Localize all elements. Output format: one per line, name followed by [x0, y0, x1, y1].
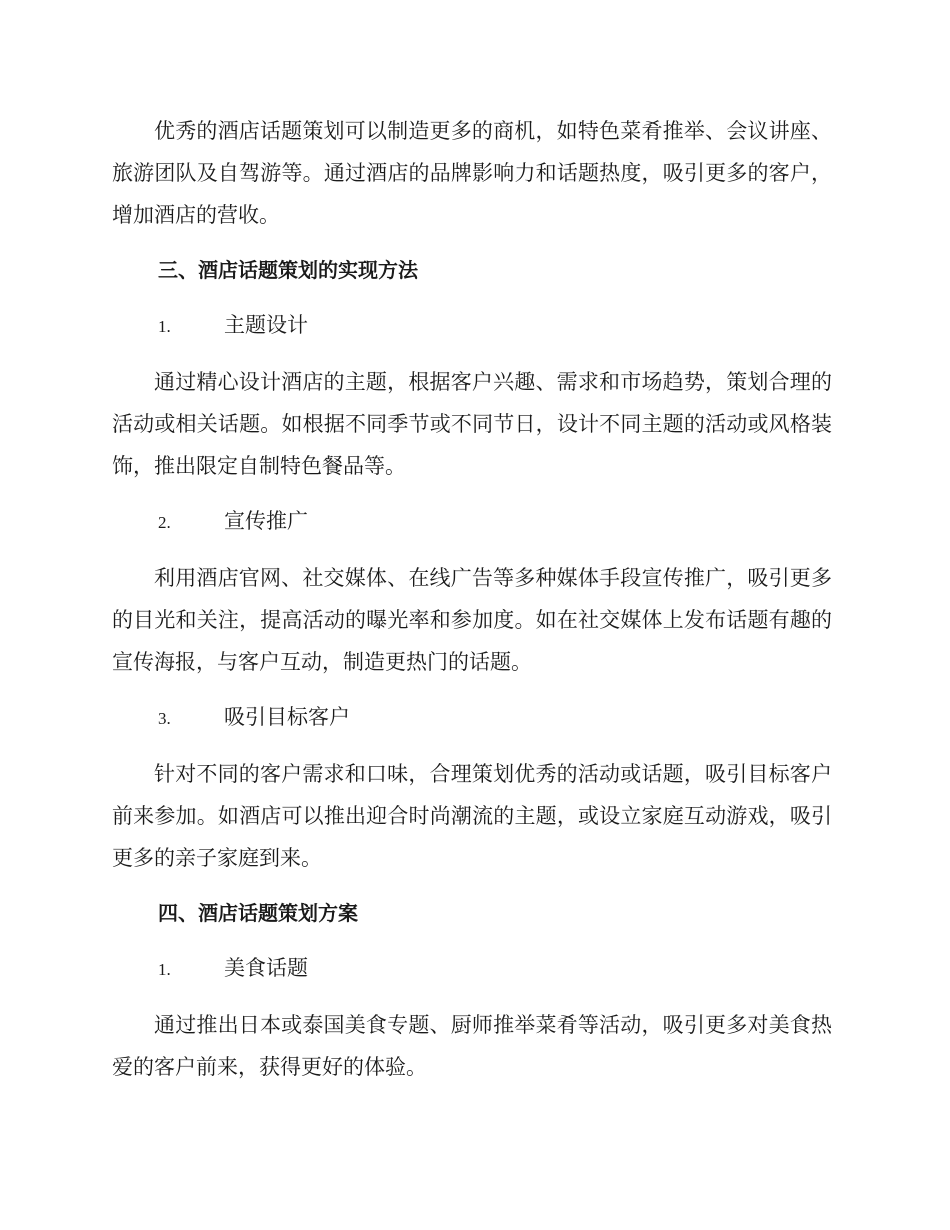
paragraph-food-topic: 通过推出日本或泰国美食专题、厨师推举菜肴等活动，吸引更多对美食热爱的客户前来，获得更好的体验。	[112, 1013, 832, 1079]
list-item-number: 1.	[158, 317, 171, 336]
section-heading-implementation-methods: 三、酒店话题策划的实现方法	[158, 258, 418, 282]
list-item-title: 主题设计	[224, 313, 308, 337]
paragraph-promotion: 利用酒店官网、社交媒体、在线广告等多种媒体手段宣传推广，吸引更多的目光和关注，提高活动的曝光率和参加度。如在社交媒体上发布话题有趣的宣传海报，与客户互动，制造更热门的话题。	[112, 566, 832, 674]
paragraph-theme-design: 通过精心设计酒店的主题，根据客户兴趣、需求和市场趋势，策划合理的活动或相关话题。如根据不同季节或不同节日，设计不同主题的活动或风格装饰，推出限定自制特色餐品等。	[112, 370, 832, 478]
section-heading-plan: 四、酒店话题策划方案	[158, 901, 358, 925]
paragraph-target-customers: 针对不同的客户需求和口味，合理策划优秀的活动或话题，吸引目标客户前来参加。如酒店可以推出迎合时尚潮流的主题，或设立家庭互动游戏，吸引更多的亲子家庭到来。	[112, 762, 832, 870]
list-item-theme-design	[112, 304, 832, 348]
list-item-title: 美食话题	[224, 956, 308, 980]
list-item-food-topic	[112, 947, 832, 991]
list-item-promotion	[112, 500, 832, 544]
list-item-number: 2.	[158, 513, 171, 532]
list-item-number: 1.	[158, 960, 171, 979]
list-item-number: 3.	[158, 709, 171, 728]
paragraph-business-opportunities: 优秀的酒店话题策划可以制造更多的商机，如特色菜肴推举、会议讲座、旅游团队及自驾游等。通过酒店的品牌影响力和话题热度，吸引更多的客户，增加酒店的营收。	[112, 119, 832, 227]
list-item-title: 吸引目标客户	[224, 705, 350, 729]
list-item-target-customers	[112, 696, 832, 740]
document-body	[112, 110, 832, 1101]
list-item-title: 宣传推广	[224, 509, 308, 533]
